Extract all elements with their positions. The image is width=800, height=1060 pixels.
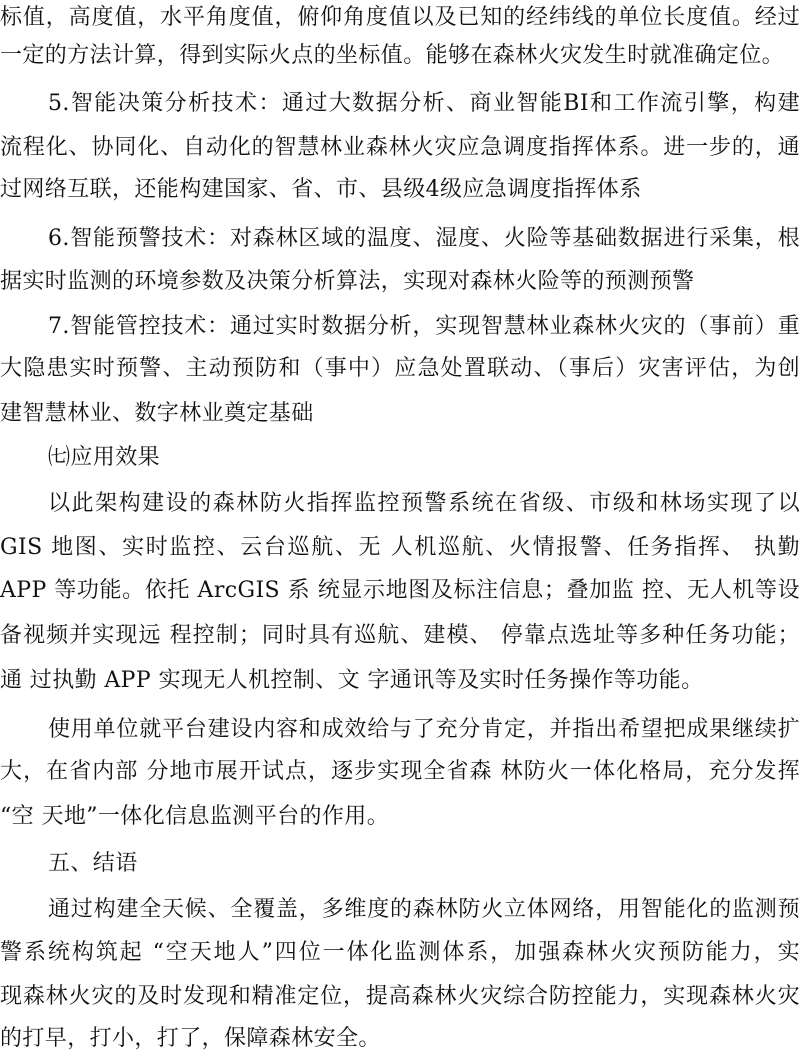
text-line: 6.智能预警技术：对森林区域的温度、湿度、火险等基础数据进行采集，根 — [48, 226, 800, 251]
text-line: 通过构建全天候、全覆盖，多维度的森林防火立体网络，用智能化的监测预 — [48, 897, 800, 922]
text-line: 7.智能管控技术：通过实时数据分析，实现智慧林业森林火灾的（事前）重 — [48, 314, 800, 339]
text-line: 大，在省内部 分地市展开试点，逐步实现全省森 林防火一体化格局，充分发挥 — [0, 759, 800, 784]
section-heading: ㈦应用效果 — [48, 445, 161, 470]
text-line: 通 过执勤 APP 实现无人机控制、文 字通讯等及实时任务操作等功能。 — [0, 668, 704, 693]
text-line: 建智慧林业、数字林业奠定基础 — [0, 401, 314, 426]
text-line: GIS 地图、实时监控、云台巡航、无 人机巡航、火情报警、任务指挥、 执勤 — [0, 535, 800, 560]
text-line: APP 等功能。依托 ArcGIS 系 统显示地图及标注信息；叠加监 控、无人机等设 — [0, 578, 800, 603]
section-heading: 五、结语 — [48, 851, 138, 876]
text-line: 现森林火灾的及时发现和精准定位，提高森林火灾综合防控能力，实现森林火灾 — [0, 984, 800, 1009]
text-line: 流程化、协同化、自动化的智慧林业森林火灾应急调度指挥体系。进一步的，通 — [0, 135, 800, 160]
text-line: 标值，高度值，水平角度值，俯仰角度值以及已知的经纬线的单位长度值。经过 — [0, 5, 800, 30]
text-line: 使用单位就平台建设内容和成效给与了充分肯定，并指出希望把成果继续扩 — [48, 717, 800, 742]
text-line: 警系统构筑起 “空天地人”四位一体化监测体系，加强森林火灾预防能力，实 — [0, 940, 800, 965]
text-line: 大隐患实时预警、主动预防和（事中）应急处置联动、（事后）灾害评估，为创 — [0, 356, 800, 381]
text-line: 备视频并实现远 程控制；同时具有巡航、建模、 停靠点选址等多种任务功能； — [0, 623, 800, 648]
text-line: 的打早，打小，打了，保障森林安全。 — [0, 1026, 381, 1051]
text-line: “空 天地”一体化信息监测平台的作用。 — [0, 804, 390, 829]
text-line: 过网络互联，还能构建国家、省、市、县级4级应急调度指挥体系 — [0, 177, 642, 202]
text-line: 据实时监测的环境参数及决策分析算法，实现对森林火险等的预测预警 — [0, 269, 695, 294]
text-line: 以此架构建设的森林防火指挥监控预警系统在省级、市级和林场实现了以 — [48, 491, 800, 516]
text-line: 一定的方法计算，得到实际火点的坐标值。能够在森林火灾发生时就准确定位。 — [0, 43, 785, 68]
text-line: 5.智能决策分析技术：通过大数据分析、商业智能BI和工作流引擎，构建 — [48, 91, 800, 116]
